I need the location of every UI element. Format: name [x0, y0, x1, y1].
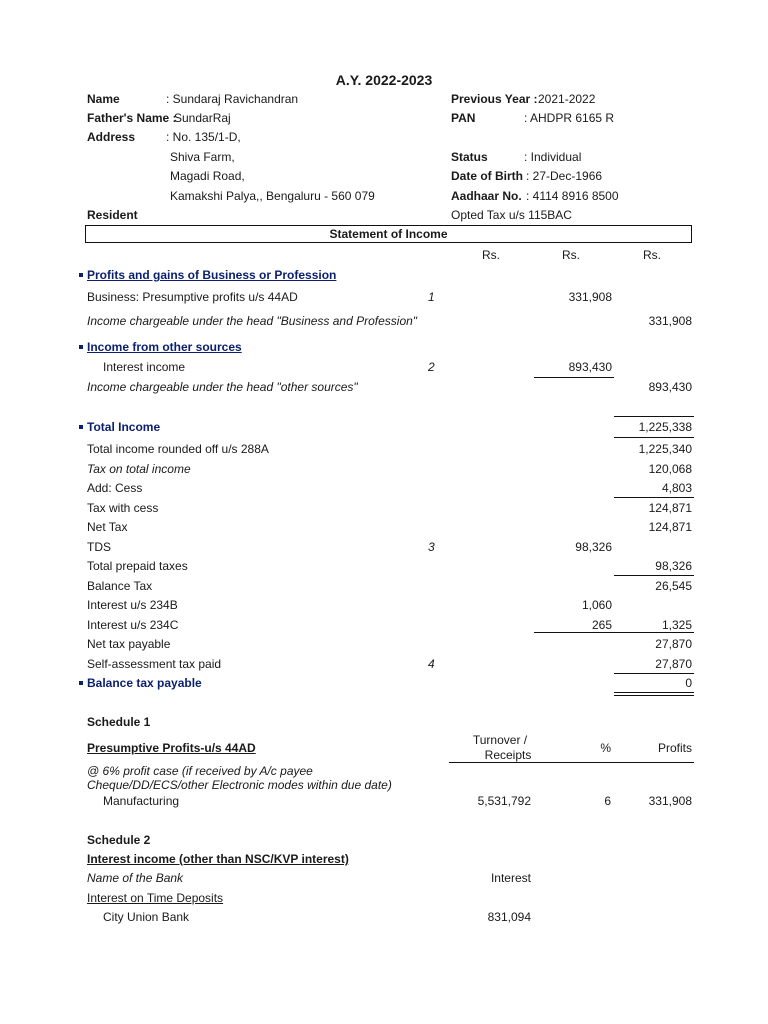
subtotal-rule	[534, 632, 614, 633]
row-label: Total income rounded off u/s 288A	[87, 442, 269, 456]
name-label: Name	[87, 92, 120, 106]
row-label: TDS	[87, 540, 111, 554]
row-mid-amount: 265	[591, 618, 612, 632]
aadhaar-value: : 4114 8916 8500	[526, 189, 619, 203]
schedule-1-header-rule	[449, 762, 694, 763]
dob-label: Date of Birth	[451, 169, 523, 183]
time-deposits-label: Interest on Time Deposits	[87, 891, 224, 905]
row-ref: 3	[428, 540, 435, 554]
percent-header: %	[600, 741, 611, 755]
statement-heading: Statement of Income	[329, 227, 448, 241]
manufacturing-label: Manufacturing	[103, 794, 180, 808]
column-header-rs-3: Rs.	[643, 248, 661, 262]
profit-case-line-2: Cheque/DD/ECS/other Electronic modes within due date)	[87, 778, 392, 792]
manufacturing-turnover: 5,531,792	[477, 794, 531, 808]
schedule-1-title: Schedule 1	[87, 715, 151, 729]
subtotal-rule	[614, 497, 694, 498]
profit-case-line-1: @ 6% profit case (if received by A/c payee	[87, 764, 313, 778]
row-right-amount: 26,545	[655, 579, 692, 593]
row-ref: 4	[428, 657, 435, 671]
father-name-value: SundarRaj	[174, 111, 231, 125]
row-label: Tax on total income	[87, 462, 191, 476]
manufacturing-percent: 6	[604, 794, 611, 808]
dob-value: : 27-Dec-1966	[526, 169, 603, 183]
row-right-amount: 124,871	[648, 520, 692, 534]
father-name-label: Father's Name :	[87, 111, 177, 125]
business-ref: 1	[428, 290, 435, 304]
row-label: Tax with cess	[87, 501, 159, 515]
schedule-2-heading: Interest income (other than NSC/KVP interest)	[87, 852, 349, 866]
business-line-label: Business: Presumptive profits u/s 44AD	[87, 290, 298, 304]
pan-label: PAN	[451, 111, 476, 125]
column-header-rs-1: Rs.	[482, 248, 500, 262]
turnover-header-line-2: Receipts	[484, 748, 532, 762]
balance-tax-amount: 0	[685, 676, 692, 690]
total-rule	[614, 437, 694, 438]
other-chargeable-amount: 893,430	[648, 380, 692, 394]
balance-tax-label: Balance tax payable	[87, 676, 202, 690]
interest-amount: 893,430	[568, 360, 612, 374]
row-label: Interest u/s 234B	[87, 598, 178, 612]
address-line-1: : No. 135/1-D,	[166, 130, 241, 144]
column-header-rs-2: Rs.	[562, 248, 580, 262]
status-value: : Individual	[524, 150, 582, 164]
opted-tax-note: Opted Tax u/s 115BAC	[451, 208, 572, 222]
address-line-3: Magadi Road,	[170, 169, 245, 183]
row-label: Self-assessment tax paid	[87, 657, 222, 671]
row-right-amount: 4,803	[661, 481, 692, 495]
status-label: Status	[451, 150, 488, 164]
other-chargeable-label: Income chargeable under the head "other sources"	[87, 380, 358, 394]
total-income-label: Total Income	[87, 420, 161, 434]
subtotal-rule	[614, 673, 694, 674]
row-right-amount: 1,325	[661, 618, 692, 632]
address-line-4: Kamakshi Palya,, Bengaluru - 560 079	[170, 189, 375, 203]
business-section-heading: Profits and gains of Business or Profession	[87, 268, 337, 282]
subtotal-rule	[534, 377, 614, 378]
interest-column-label: Interest	[490, 871, 531, 885]
row-mid-amount: 98,326	[575, 540, 612, 554]
schedule-2-title: Schedule 2	[87, 833, 151, 847]
pan-value: : AHDPR 6165 R	[524, 111, 615, 125]
previous-year-value: 2021-2022	[538, 92, 596, 106]
business-chargeable-label: Income chargeable under the head "Business and Profession"	[87, 314, 418, 328]
row-right-amount: 98,326	[655, 559, 692, 573]
row-label: Total prepaid taxes	[87, 559, 188, 573]
business-amount: 331,908	[568, 290, 612, 304]
bank-name-column-label: Name of the Bank	[87, 871, 184, 885]
total-income-amount: 1,225,338	[638, 420, 692, 434]
double-rule	[614, 695, 694, 696]
row-right-amount: 124,871	[648, 501, 692, 515]
double-rule	[614, 692, 694, 693]
manufacturing-profits: 331,908	[648, 794, 692, 808]
address-line-2: Shiva Farm,	[170, 150, 235, 164]
name-value: : Sundaraj Ravichandran	[166, 92, 299, 106]
row-label: Net Tax	[87, 520, 128, 534]
total-rule	[614, 416, 694, 417]
row-label: Interest u/s 234C	[87, 618, 179, 632]
row-mid-amount: 1,060	[581, 598, 612, 612]
row-label: Balance Tax	[87, 579, 153, 593]
bank-name: City Union Bank	[103, 910, 190, 924]
page-title: A.Y. 2022-2023	[335, 72, 433, 88]
previous-year-label: Previous Year :	[451, 92, 538, 106]
row-label: Add: Cess	[87, 481, 143, 495]
bullet-icon	[79, 681, 83, 685]
row-right-amount: 120,068	[648, 462, 692, 476]
row-right-amount: 1,225,340	[638, 442, 692, 456]
row-right-amount: 27,870	[655, 657, 692, 671]
bullet-icon	[79, 273, 83, 277]
interest-ref: 2	[428, 360, 435, 374]
bank-interest: 831,094	[487, 910, 531, 924]
aadhaar-label: Aadhaar No.	[451, 189, 522, 203]
bullet-icon	[79, 345, 83, 349]
schedule-1-heading: Presumptive Profits-u/s 44AD	[87, 741, 256, 755]
interest-income-label: Interest income	[103, 360, 186, 374]
bullet-icon	[79, 425, 83, 429]
other-sources-heading: Income from other sources	[87, 340, 242, 354]
subtotal-rule	[614, 632, 694, 633]
row-right-amount: 27,870	[655, 637, 692, 651]
business-chargeable-amount: 331,908	[648, 314, 692, 328]
turnover-header-line-1: Turnover /	[472, 733, 528, 747]
subtotal-rule	[614, 575, 694, 576]
profits-header: Profits	[657, 741, 692, 755]
address-label: Address	[87, 130, 136, 144]
row-label: Net tax payable	[87, 637, 171, 651]
resident-status: Resident	[87, 208, 138, 222]
